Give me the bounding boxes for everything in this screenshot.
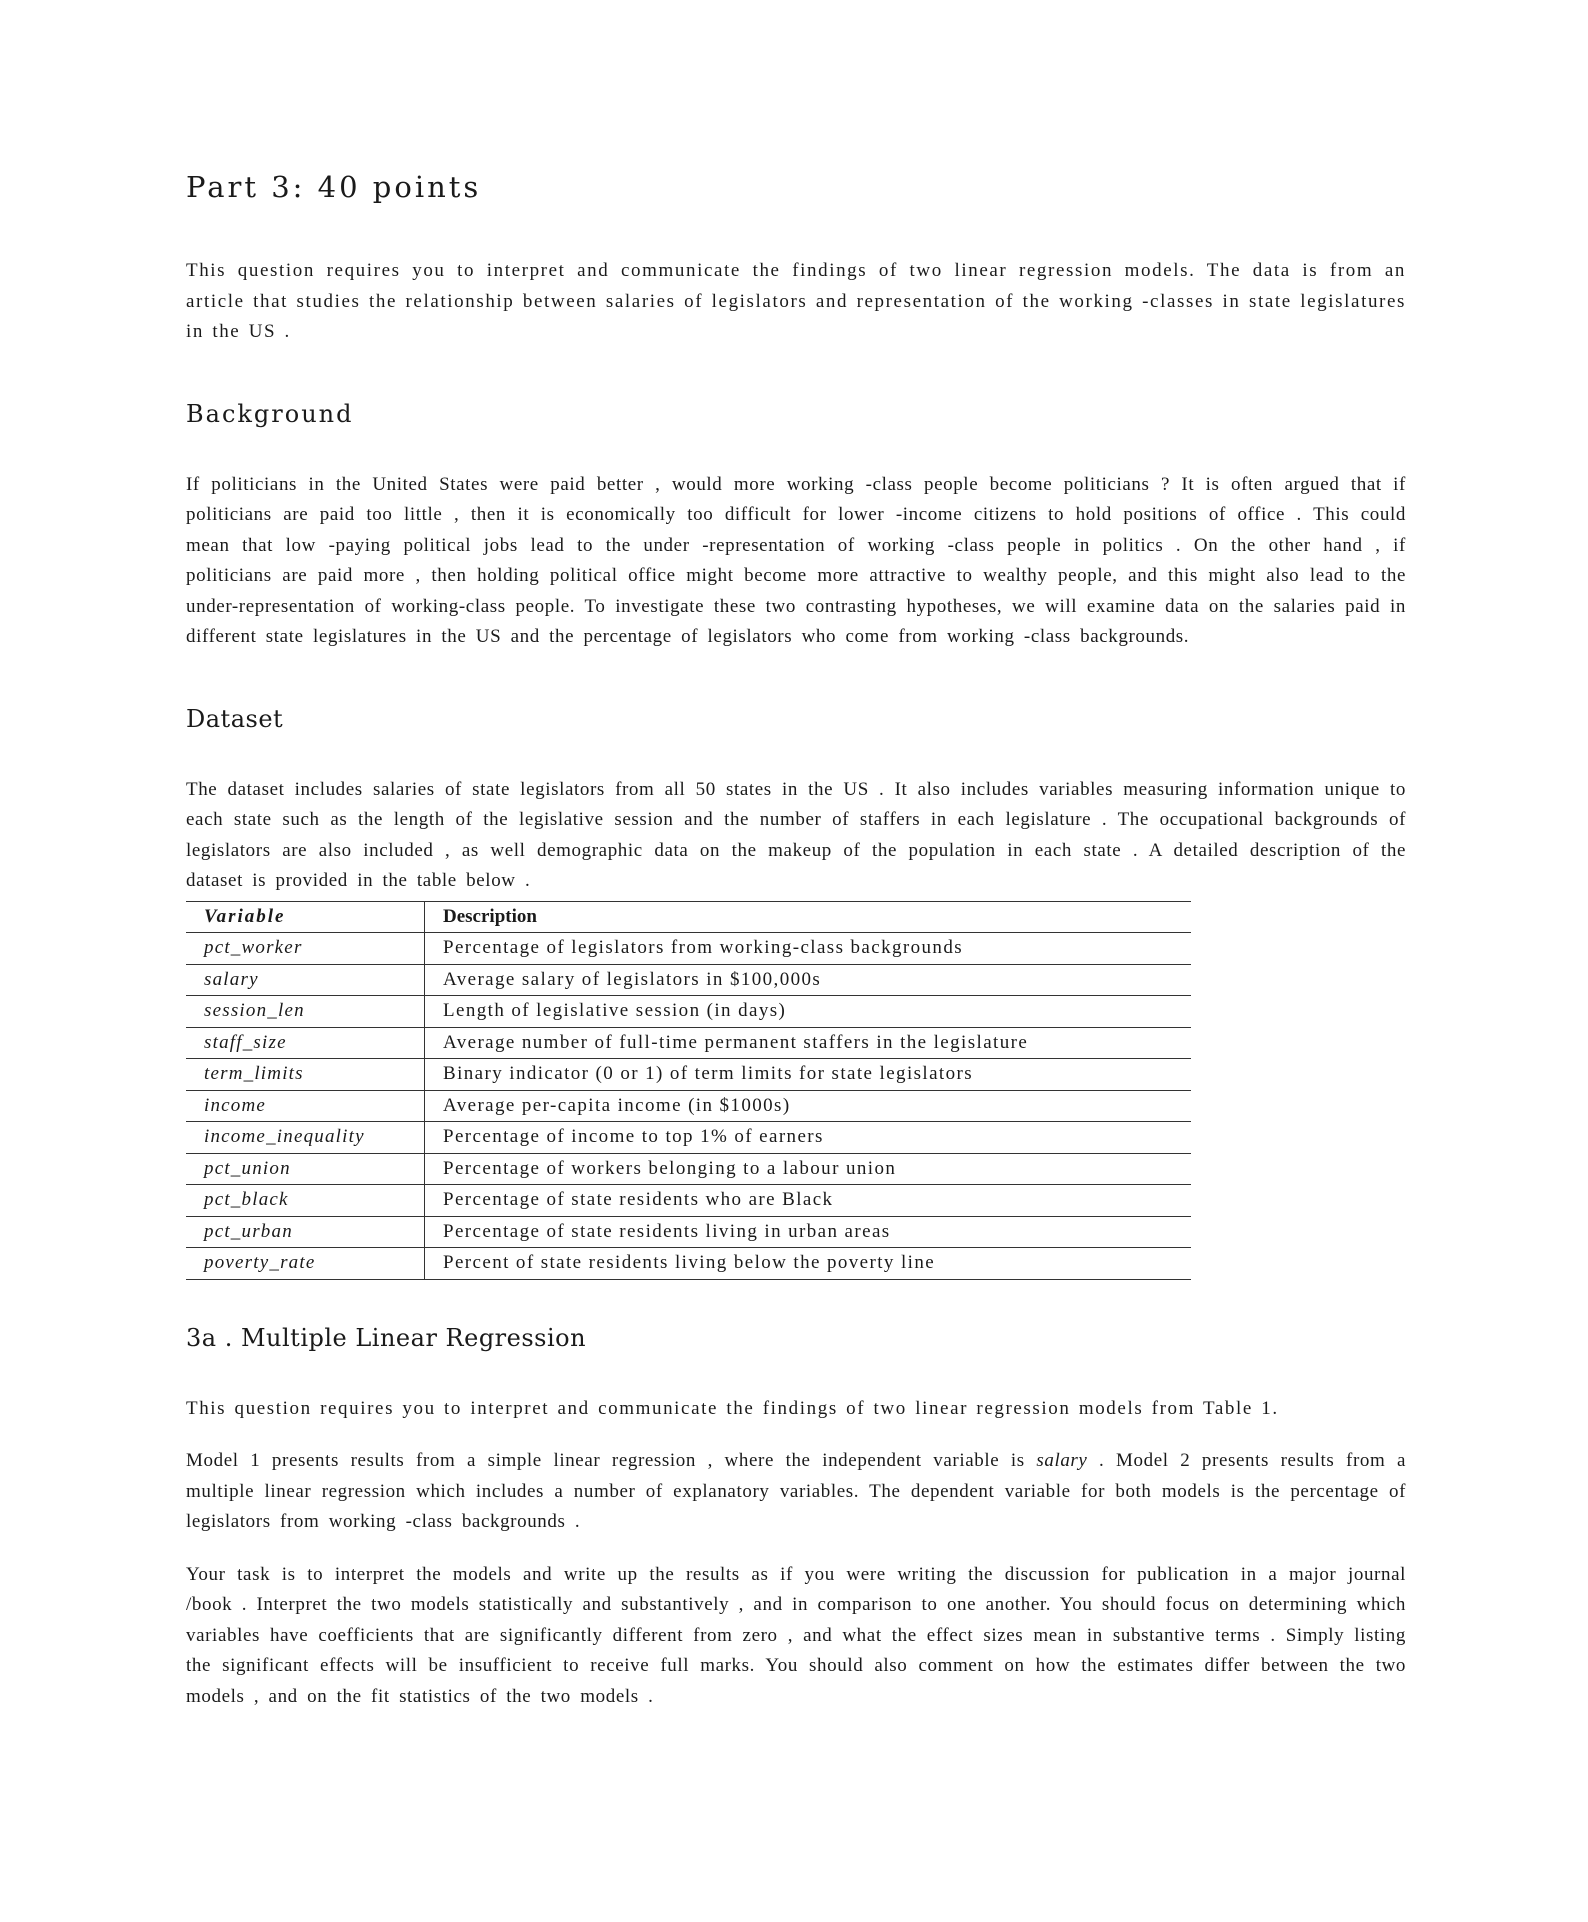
- table-row: [186, 1122, 1191, 1154]
- variable-name: pct_black: [186, 1185, 425, 1217]
- part-title: Part 3: 40 points: [186, 170, 482, 204]
- variable-name: income_inequality: [186, 1122, 425, 1154]
- table-header-row: [186, 901, 1191, 933]
- variable-description: Percentage of workers belonging to a labour union: [425, 1153, 1192, 1185]
- variable-name: income: [186, 1090, 425, 1122]
- section-3a-paragraph-3: Your task is to interpret the models and write up the results as if you were writing the discussion for publication in a major journal /book . Interpret the two models statistically and substantively , and in comparison to one another. You should focus on determining which variables have coefficients that are significantly different from zero , and what the effect sizes mean in substantive terms . Simply listing the significant effects will be insufficient to receive full marks. You should also comment on how the estimates differ between the two models , and on the fit statistics of the two models .: [186, 1563, 1406, 1707]
- section-3a-paragraph-1: This question requires you to interpret and communicate the findings of two linear regression models from Table 1.: [186, 1397, 1279, 1419]
- para2-trail-text: . Model 2 presents results from a multiple linear regression which includes a number of explanatory variables. The dependent variable for both models is the percentage of legislators from working -class backgrounds .: [186, 1450, 1406, 1532]
- variables-table: [186, 901, 1191, 1280]
- variable-description: Percentage of state residents living in urban areas: [425, 1216, 1192, 1248]
- table-row: [186, 964, 1191, 996]
- variable-description: Percentage of state residents who are Black: [425, 1185, 1192, 1217]
- variable-description: Percentage of income to top 1% of earners: [425, 1122, 1192, 1154]
- table-row: [186, 933, 1191, 965]
- document-page: [186, 168, 1406, 1712]
- salary-variable-term: salary: [1036, 1450, 1088, 1471]
- background-heading: Background: [186, 399, 354, 428]
- variable-description: Percentage of legislators from working-class backgrounds: [425, 933, 1192, 965]
- variable-description: Average per-capita income (in $1000s): [425, 1090, 1192, 1122]
- variable-description: Average number of full-time permanent staffers in the legislature: [425, 1027, 1192, 1059]
- variable-description: Binary indicator (0 or 1) of term limits for state legislators: [425, 1059, 1192, 1091]
- section-3a-paragraph-2: [186, 1446, 1406, 1538]
- table-row: [186, 1027, 1191, 1059]
- table-row: [186, 1090, 1191, 1122]
- table-row: [186, 1248, 1191, 1280]
- variable-name: pct_worker: [186, 933, 425, 965]
- variable-name: staff_size: [186, 1027, 425, 1059]
- section-3a: [186, 1322, 1406, 1713]
- variable-name: pct_union: [186, 1153, 425, 1185]
- table-row: [186, 1153, 1191, 1185]
- variable-name: poverty_rate: [186, 1248, 425, 1280]
- table-row: [186, 1216, 1191, 1248]
- section-3a-heading: 3a . Multiple Linear Regression: [186, 1323, 587, 1352]
- variable-description: Length of legislative session (in days): [425, 996, 1192, 1028]
- variable-name: term_limits: [186, 1059, 425, 1091]
- table-header-description: Description: [425, 901, 1192, 933]
- variable-description: Average salary of legislators in $100,000s: [425, 964, 1192, 996]
- variable-description: Percent of state residents living below the poverty line: [425, 1248, 1192, 1280]
- para2-lead-text: Model 1 presents results from a simple linear regression , where the independent variable is: [186, 1450, 1037, 1471]
- table-row: [186, 1059, 1191, 1091]
- dataset-heading: Dataset: [186, 704, 284, 733]
- table-row: [186, 996, 1191, 1028]
- table-header-variable: Variable: [186, 901, 425, 933]
- table-row: [186, 1185, 1191, 1217]
- dataset-paragraph: The dataset includes salaries of state legislators from all 50 states in the US . It also includes variables measuring information unique to each state such as the length of the legislative session and the number of staffers in each legislature . The occupational backgrounds of legislators are also included , as well demographic data on the makeup of the population in each state . A detailed description of the dataset is provided in the table below .: [186, 778, 1406, 891]
- intro-paragraph: This question requires you to interpret and communicate the findings of two linear regression models. The data is from an article that studies the relationship between salaries of legislators and representation of the working -classes in state legislatures in the US .: [186, 260, 1406, 342]
- variable-name: pct_urban: [186, 1216, 425, 1248]
- variable-name: salary: [186, 964, 425, 996]
- variable-name: session_len: [186, 996, 425, 1028]
- background-paragraph: If politicians in the United States were paid better , would more working -class people become politicians ? It is often argued that if politicians are paid too little , then it is economically too difficult for lower -income citizens to hold positions of office . This could mean that low -paying political jobs lead to the under -representation of working -class people in politics . On the other hand , if politicians are paid more , then holding political office might become more attractive to wealthy people, and this might also lead to the under-representation of working-class people. To investigate these two contrasting hypotheses, we will examine data on the salaries paid in different state legislatures in the US and the percentage of legislators who come from working -class backgrounds.: [186, 473, 1406, 647]
